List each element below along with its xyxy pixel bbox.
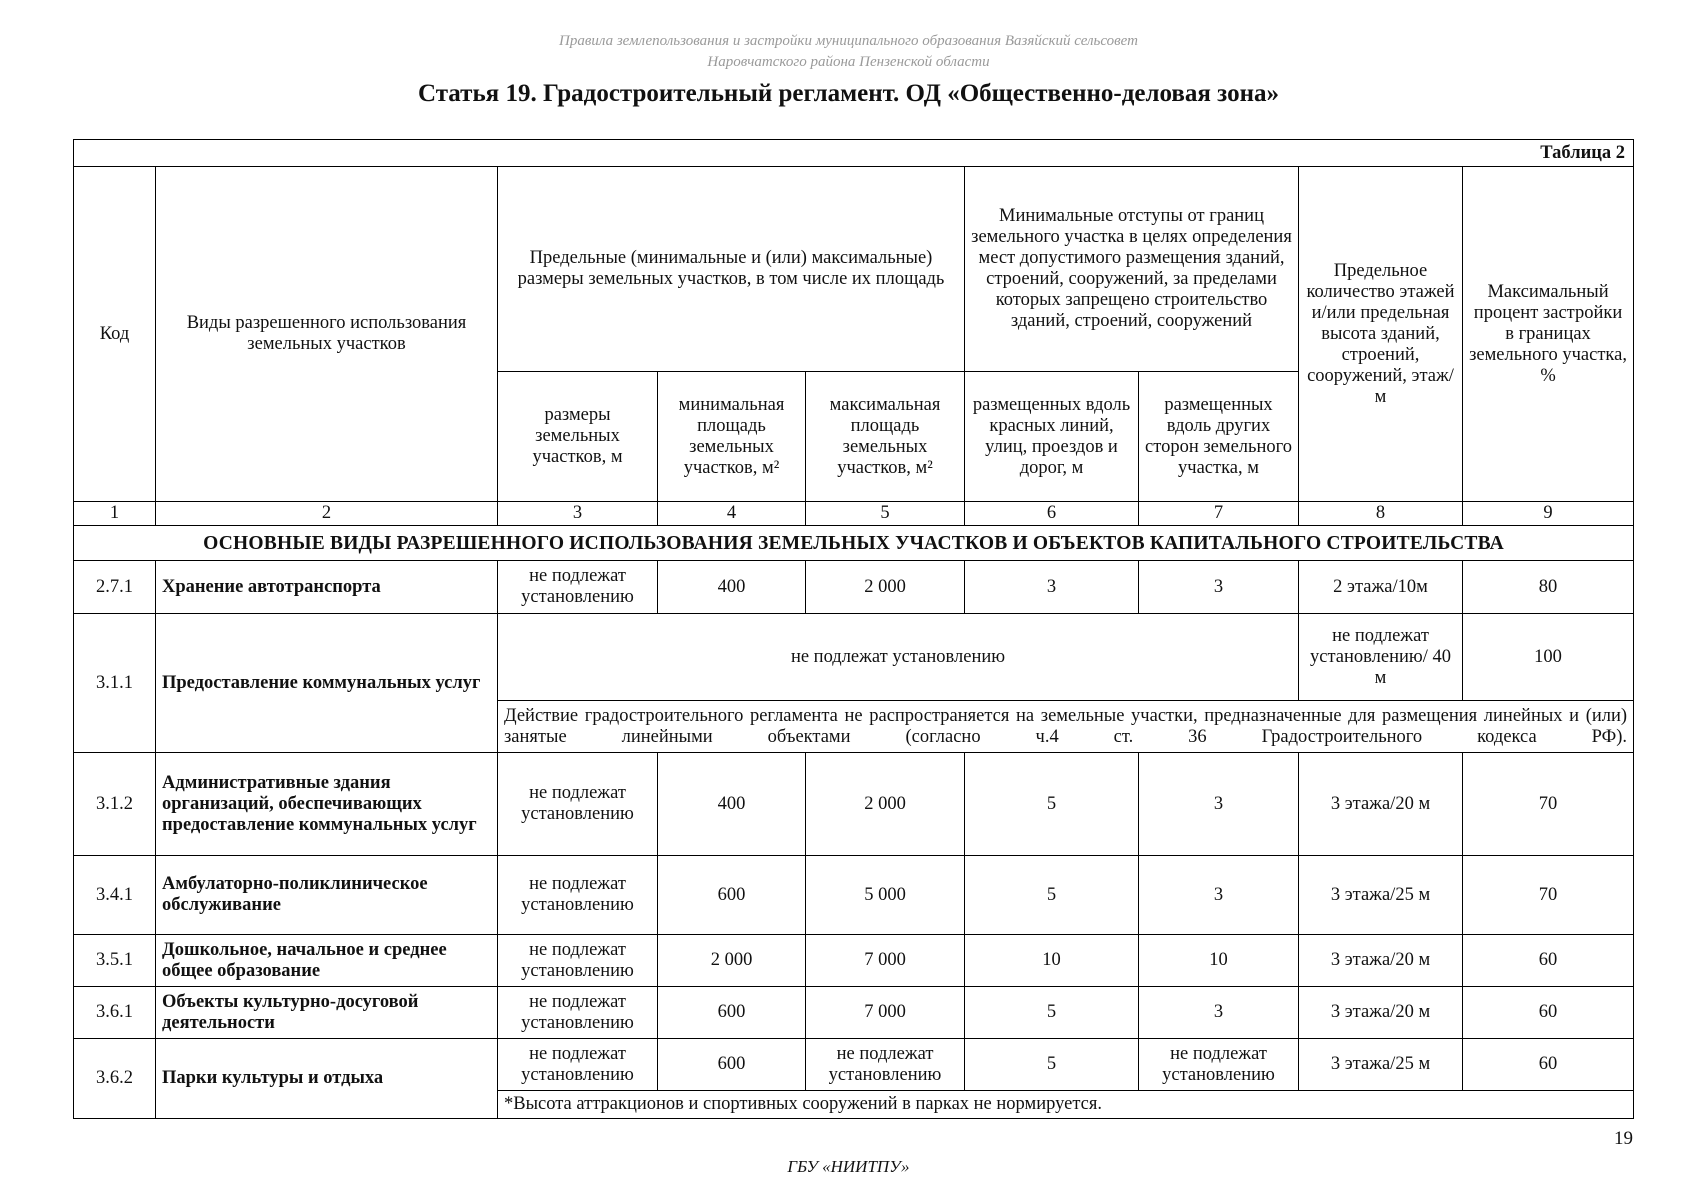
row-coverage: 80 xyxy=(1463,561,1634,614)
header-coverage: Максимальный процент застройки в границах земельного участка, % xyxy=(1463,167,1634,502)
row-sizes: не подлежат установлению xyxy=(498,856,658,935)
row-code: 3.6.1 xyxy=(74,987,156,1039)
header-setbacks: Минимальные отступы от границ земельного участка в целях определения мест допустимого размещения зданий, строений, сооружений, за пределами которых запрещено строительство зданий, строений, сооружений xyxy=(965,167,1299,372)
row-coverage: 60 xyxy=(1463,1039,1634,1091)
header-floors: Предельное количество этажей и/или предельная высота зданий, строений, сооружений, этаж/м xyxy=(1299,167,1463,502)
row-use: Дошкольное, начальное и среднее общее образование xyxy=(156,935,498,987)
article-title: Статья 19. Градостроительный регламент. ОД «Общественно-деловая зона» xyxy=(418,80,1279,107)
row-red-lines: 3 xyxy=(965,561,1139,614)
column-number: 1 xyxy=(74,502,156,526)
row-use: Объекты культурно-досуговой деятельности xyxy=(156,987,498,1039)
column-number: 3 xyxy=(498,502,658,526)
row-min-area: 600 xyxy=(658,987,806,1039)
header-min-area: минимальная площадь земельных участков, м² xyxy=(658,372,806,502)
header-sizes: размеры земельных участков, м xyxy=(498,372,658,502)
row-use: Хранение автотранспорта xyxy=(156,561,498,614)
row-red-lines: 5 xyxy=(965,987,1139,1039)
column-number: 9 xyxy=(1463,502,1634,526)
row-note: Действие градостроительного регламента не распространяется на земельные участки, предназначенные для размещения линейных и (или) занятые линейными объектами (согласно ч.4 ст. 36 Градостроительного кодекса РФ). xyxy=(498,701,1634,753)
row-other-sides: 10 xyxy=(1139,935,1299,987)
column-number: 4 xyxy=(658,502,806,526)
row-sizes: не подлежат установлению xyxy=(498,935,658,987)
table-row xyxy=(74,561,1634,614)
table-row xyxy=(74,987,1634,1039)
row-coverage: 70 xyxy=(1463,856,1634,935)
row-use: Предоставление коммунальных услуг xyxy=(156,614,498,753)
header-row-1 xyxy=(74,167,1634,372)
header-red-lines: размещенных вдоль красных линий, улиц, проездов и дорог, м xyxy=(965,372,1139,502)
caption-row xyxy=(74,140,1634,167)
row-max-area: 2 000 xyxy=(806,561,965,614)
row-sizes: не подлежат установлению xyxy=(498,1039,658,1091)
row-max-area: 5 000 xyxy=(806,856,965,935)
column-number-row xyxy=(74,502,1634,526)
row-code: 3.5.1 xyxy=(74,935,156,987)
row-red-lines: 10 xyxy=(965,935,1139,987)
running-header-line-1: Правила землепользования и застройки муниципального образования Вазяйский сельсовет xyxy=(559,33,1138,49)
header-limits: Предельные (минимальные и (или) максимальные) размеры земельных участков, в том числе их площадь xyxy=(498,167,965,372)
page-number: 19 xyxy=(1614,1128,1633,1149)
row-floors: 2 этажа/10м xyxy=(1299,561,1463,614)
row-floors: 3 этажа/20 м xyxy=(1299,935,1463,987)
row-other-sides: 3 xyxy=(1139,561,1299,614)
row-code: 2.7.1 xyxy=(74,561,156,614)
column-number: 6 xyxy=(965,502,1139,526)
column-number: 8 xyxy=(1299,502,1463,526)
row-other-sides: 3 xyxy=(1139,753,1299,856)
row-sizes: не подлежат установлению xyxy=(498,753,658,856)
row-floors: 3 этажа/25 м xyxy=(1299,1039,1463,1091)
footer-organization: ГБУ «НИИТПУ» xyxy=(787,1157,910,1176)
row-sizes: не подлежат установлению xyxy=(498,561,658,614)
table-caption: Таблица 2 xyxy=(74,140,1634,167)
row-use: Амбулаторно-поликлиническое обслуживание xyxy=(156,856,498,935)
row-coverage: 60 xyxy=(1463,935,1634,987)
row-min-area: 600 xyxy=(658,1039,806,1091)
column-number: 7 xyxy=(1139,502,1299,526)
table-row xyxy=(74,935,1634,987)
row-sizes: не подлежат установлению xyxy=(498,987,658,1039)
row-red-lines: 5 xyxy=(965,856,1139,935)
table-row xyxy=(74,1039,1634,1091)
row-use: Административные здания организаций, обеспечивающих предоставление коммунальных услуг xyxy=(156,753,498,856)
row-note: *Высота аттракционов и спортивных сооружений в парках не нормируется. xyxy=(498,1091,1634,1119)
row-floors: 3 этажа/25 м xyxy=(1299,856,1463,935)
row-code: 3.1.2 xyxy=(74,753,156,856)
section-heading: ОСНОВНЫЕ ВИДЫ РАЗРЕШЕННОГО ИСПОЛЬЗОВАНИЯ ЗЕМЕЛЬНЫХ УЧАСТКОВ И ОБЪЕКТОВ КАПИТАЛЬНОГО СТРОИТЕЛЬСТВА xyxy=(74,526,1634,561)
section-row xyxy=(74,526,1634,561)
header-code: Код xyxy=(74,167,156,502)
regulation-table xyxy=(73,139,1634,1119)
row-use: Парки культуры и отдыха xyxy=(156,1039,498,1119)
row-code: 3.1.1 xyxy=(74,614,156,753)
row-other-sides: 3 xyxy=(1139,856,1299,935)
header-use: Виды разрешенного использования земельных участков xyxy=(156,167,498,502)
table-row xyxy=(74,856,1634,935)
column-number: 2 xyxy=(156,502,498,526)
row-max-area: 7 000 xyxy=(806,987,965,1039)
row-min-area: 400 xyxy=(658,753,806,856)
column-number: 5 xyxy=(806,502,965,526)
row-floors: не подлежат установлению/ 40 м xyxy=(1299,614,1463,701)
row-max-area: не подлежат установлению xyxy=(806,1039,965,1091)
header-other-sides: размещенных вдоль других сторон земельного участка, м xyxy=(1139,372,1299,502)
row-coverage: 100 xyxy=(1463,614,1634,701)
row-max-area: 2 000 xyxy=(806,753,965,856)
table-row xyxy=(74,753,1634,856)
row-other-sides: 3 xyxy=(1139,987,1299,1039)
row-floors: 3 этажа/20 м xyxy=(1299,987,1463,1039)
row-min-area: 600 xyxy=(658,856,806,935)
row-red-lines: 5 xyxy=(965,1039,1139,1091)
row-other-sides: не подлежат установлению xyxy=(1139,1039,1299,1091)
row-floors: 3 этажа/20 м xyxy=(1299,753,1463,856)
row-merged-value: не подлежат установлению xyxy=(498,614,1299,701)
row-code: 3.4.1 xyxy=(74,856,156,935)
running-header-line-2: Наровчатского района Пензенской области xyxy=(707,54,990,70)
row-max-area: 7 000 xyxy=(806,935,965,987)
row-min-area: 2 000 xyxy=(658,935,806,987)
row-coverage: 70 xyxy=(1463,753,1634,856)
header-max-area: максимальная площадь земельных участков, м² xyxy=(806,372,965,502)
row-code: 3.6.2 xyxy=(74,1039,156,1119)
row-red-lines: 5 xyxy=(965,753,1139,856)
table-row xyxy=(74,614,1634,701)
row-coverage: 60 xyxy=(1463,987,1634,1039)
row-min-area: 400 xyxy=(658,561,806,614)
